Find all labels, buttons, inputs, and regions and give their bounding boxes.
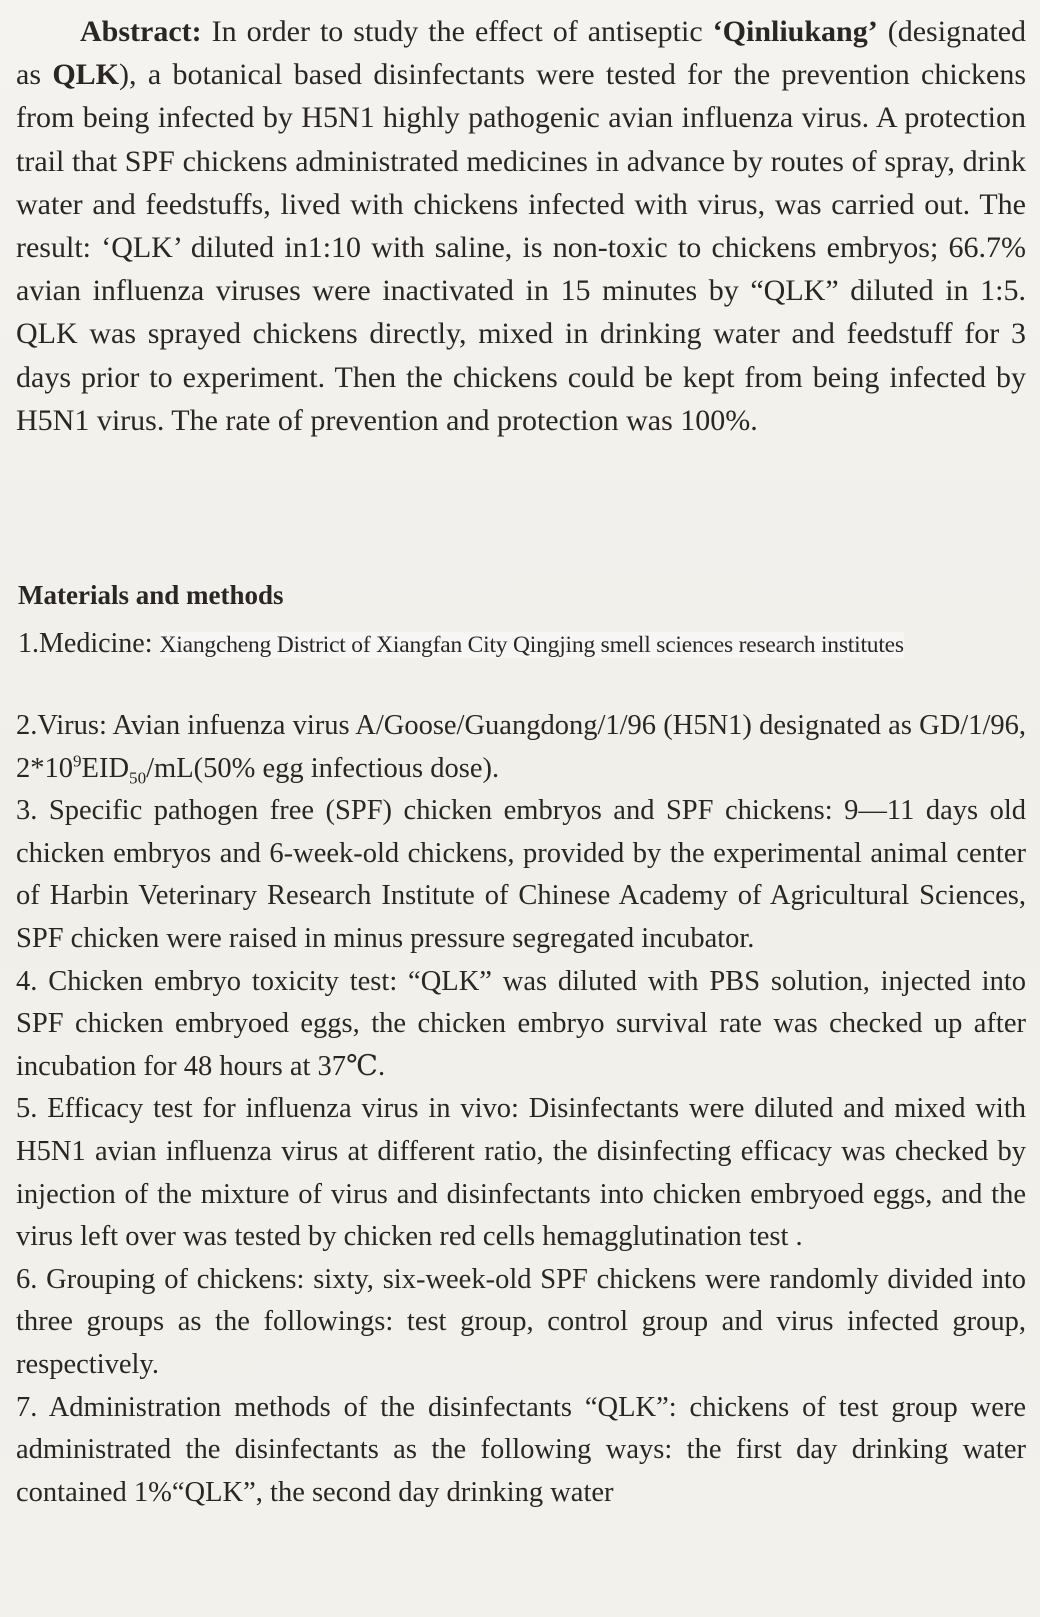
abstract-text-3: ), a botanical based disinfectants were tested for the prevention chickens from being infected by H5N1 highly pathogenic avian influenza virus. A protection trail that SPF chickens administrated medicines in advance by routes of spray, drink water and feedstuffs, lived with chickens infected with virus, was carried out. The result: ‘QLK’ diluted in1:10 with saline, is non-toxic to chickens embryos; 66.7% avian influenza viruses were inactivated in 15 minutes by “QLK” diluted in 1:5. QLK was sprayed chickens directly, mixed in drinking water and feedstuff for 3 days prior to experiment. Then the chickens could be kept from being infected by H5N1 virus. The rate of prevention and protection was 100%. (16, 58, 1027, 437)
virus-item (16, 705, 1026, 790)
virus-subscript: 50 (129, 768, 147, 788)
virus-exponent: 9 (73, 751, 82, 771)
medicine-source: Xiangcheng District of Xiangfan City Qingjing smell sciences research institutes (159, 632, 904, 658)
administration-item: 7. Administration methods of the disinfectants “QLK”: chickens of test group were administrated the disinfectants as the following ways: the first day drinking water contained 1%“QLK”, the second day drinking water (16, 1391, 1026, 1508)
virus-unit: EID (81, 752, 130, 784)
virus-unit-tail: /mL(50% egg infectious dose). (146, 752, 500, 784)
grouping-item: 6. Grouping of chickens: sixty, six-week-old SPF chickens were randomly divided into three groups as the followings: test group, control group and virus infected group, respectively. (16, 1263, 1026, 1380)
abstract-paragraph (16, 10, 1026, 442)
medicine-item (18, 623, 1018, 666)
virus-text: 2.Virus: Avian infuenza virus A/Goose/Guangdong/1/96 (H5N1) designated as GD/1/96, 2*10 (16, 710, 1026, 784)
brand-name: ‘Qinliukang’ (712, 15, 878, 48)
abstract-text-2: (designated as (16, 15, 1027, 92)
efficacy-test-item: 5. Efficacy test for influenza virus in vivo: Disinfectants were diluted and mixed with H5N1 avian influenza virus at different ratio, the disinfecting efficacy was checked by injection of the mixture of virus and disinfectants into chicken embryoed eggs, and the virus left over was tested by chicken red cells hemagglutination test . (16, 1093, 1026, 1253)
section-heading: Materials and methods (18, 580, 284, 610)
toxicity-test-item: 4. Chicken embryo toxicity test: “QLK” was diluted with PBS solution, injected into SPF chicken embryoed eggs, the chicken embryo survival rate was checked up after incubation for 48 hours at 37℃. (16, 965, 1026, 1082)
brand-abbreviation: QLK (52, 58, 120, 92)
medicine-label: 1.Medicine: (18, 628, 153, 659)
abstract-text-1: In order to study the effect of antiseptic (211, 15, 703, 48)
methods-list (16, 705, 1026, 1514)
abstract-label: Abstract: (80, 15, 202, 48)
spf-item: 3. Specific pathogen free (SPF) chicken embryos and SPF chickens: 9—11 days old chicken embryos and 6-week-old chickens, provided by the experimental animal center of Harbin Veterinary Research Institute of Chinese Academy of Agricultural Sciences, SPF chicken were raised in minus pressure segregated incubator. (16, 795, 1026, 954)
